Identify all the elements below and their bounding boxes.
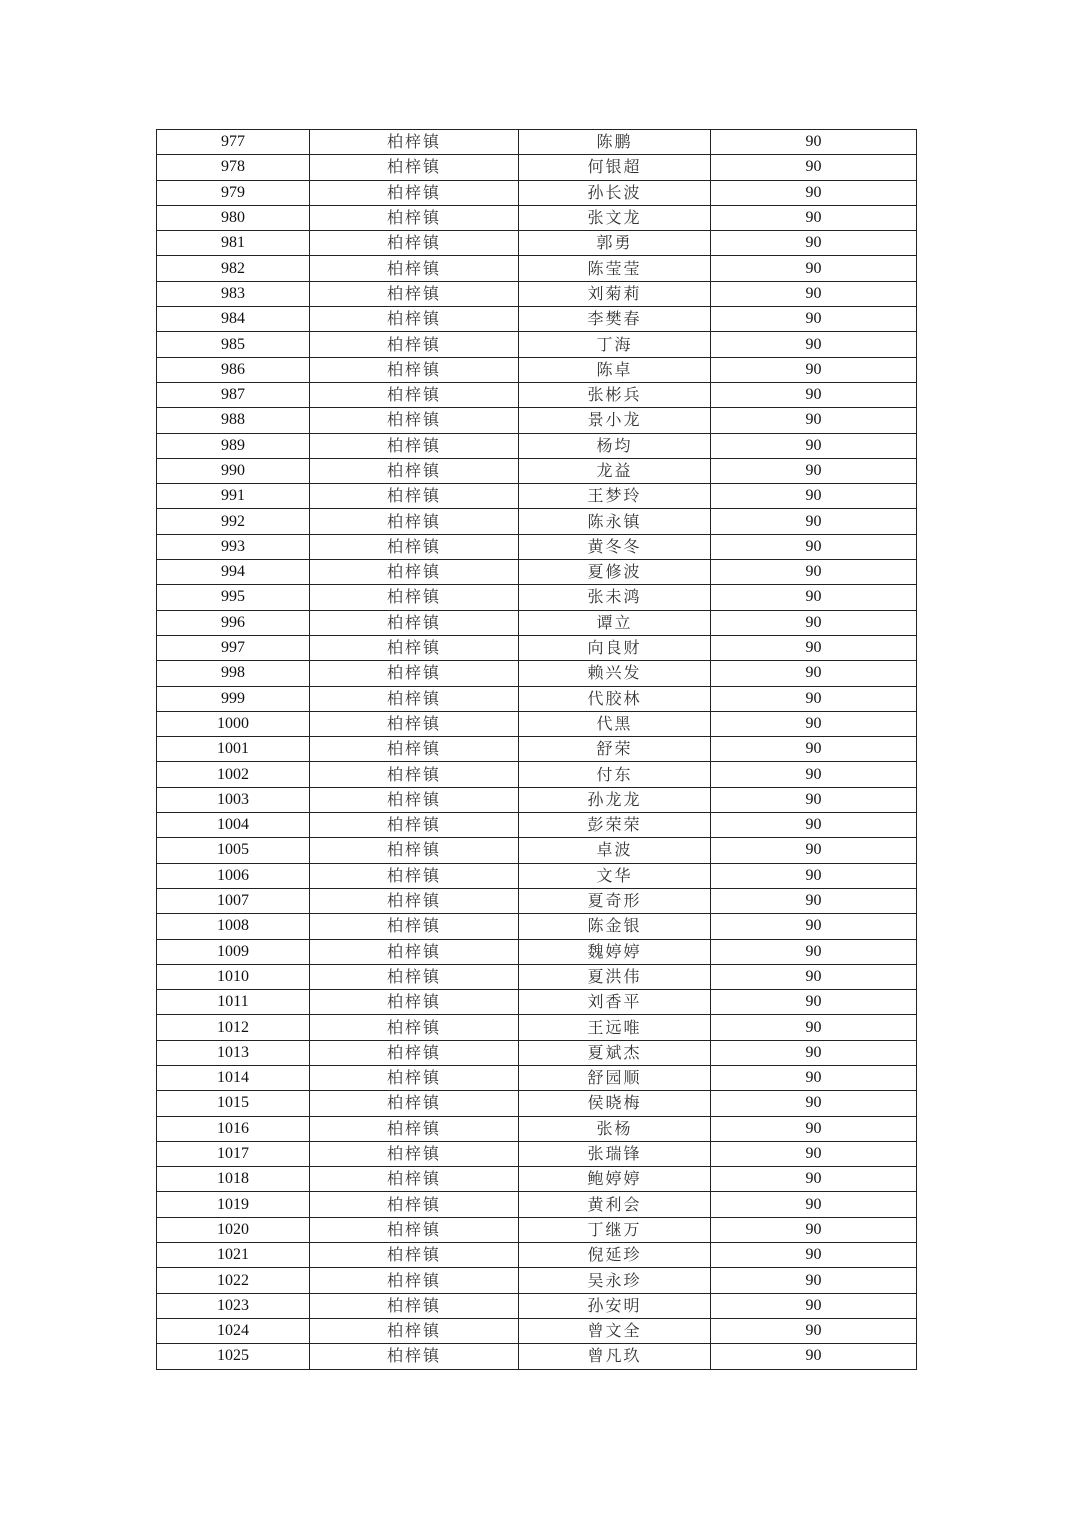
town-cell: 柏梓镇 xyxy=(310,964,519,989)
score-cell: 90 xyxy=(711,1015,917,1040)
town-cell: 柏梓镇 xyxy=(310,888,519,913)
person-name-cell: 向良财 xyxy=(519,635,711,660)
person-name-cell: 陈莹莹 xyxy=(519,256,711,281)
person-name-cell: 魏婷婷 xyxy=(519,939,711,964)
score-cell: 90 xyxy=(711,1293,917,1318)
town-cell: 柏梓镇 xyxy=(310,433,519,458)
table-row xyxy=(157,1015,917,1040)
table-row xyxy=(157,509,917,534)
row-number-cell: 990 xyxy=(157,458,310,483)
person-name-cell: 吴永珍 xyxy=(519,1268,711,1293)
row-number-cell: 1007 xyxy=(157,888,310,913)
person-name-cell: 杨均 xyxy=(519,433,711,458)
town-cell: 柏梓镇 xyxy=(310,863,519,888)
row-number-cell: 1003 xyxy=(157,787,310,812)
row-number-cell: 1005 xyxy=(157,838,310,863)
table-row xyxy=(157,939,917,964)
table-row xyxy=(157,1040,917,1065)
person-name-cell: 张瑞锋 xyxy=(519,1141,711,1166)
row-number-cell: 984 xyxy=(157,307,310,332)
table-row xyxy=(157,1243,917,1268)
town-cell: 柏梓镇 xyxy=(310,914,519,939)
town-cell: 柏梓镇 xyxy=(310,838,519,863)
person-name-cell: 龙益 xyxy=(519,458,711,483)
town-cell: 柏梓镇 xyxy=(310,1217,519,1242)
person-name-cell: 黄利会 xyxy=(519,1192,711,1217)
town-cell: 柏梓镇 xyxy=(310,686,519,711)
row-number-cell: 994 xyxy=(157,560,310,585)
row-number-cell: 992 xyxy=(157,509,310,534)
person-name-cell: 鲍婷婷 xyxy=(519,1167,711,1192)
table-row xyxy=(157,307,917,332)
town-cell: 柏梓镇 xyxy=(310,1318,519,1343)
row-number-cell: 1002 xyxy=(157,762,310,787)
table-row xyxy=(157,130,917,155)
row-number-cell: 989 xyxy=(157,433,310,458)
score-cell: 90 xyxy=(711,787,917,812)
row-number-cell: 988 xyxy=(157,408,310,433)
score-cell: 90 xyxy=(711,1192,917,1217)
person-name-cell: 孙安明 xyxy=(519,1293,711,1318)
row-number-cell: 986 xyxy=(157,357,310,382)
row-number-cell: 995 xyxy=(157,585,310,610)
town-cell: 柏梓镇 xyxy=(310,155,519,180)
person-name-cell: 张彬兵 xyxy=(519,382,711,407)
town-cell: 柏梓镇 xyxy=(310,1065,519,1090)
town-cell: 柏梓镇 xyxy=(310,1040,519,1065)
score-cell: 90 xyxy=(711,357,917,382)
person-name-cell: 孙龙龙 xyxy=(519,787,711,812)
person-name-cell: 张未鸿 xyxy=(519,585,711,610)
town-cell: 柏梓镇 xyxy=(310,787,519,812)
person-name-cell: 李樊春 xyxy=(519,307,711,332)
table-row xyxy=(157,1268,917,1293)
table-row xyxy=(157,838,917,863)
town-cell: 柏梓镇 xyxy=(310,357,519,382)
person-name-cell: 卓波 xyxy=(519,838,711,863)
row-number-cell: 978 xyxy=(157,155,310,180)
person-name-cell: 舒荣 xyxy=(519,737,711,762)
score-cell: 90 xyxy=(711,408,917,433)
town-cell: 柏梓镇 xyxy=(310,737,519,762)
person-name-cell: 代胶林 xyxy=(519,686,711,711)
row-number-cell: 1001 xyxy=(157,737,310,762)
town-cell: 柏梓镇 xyxy=(310,458,519,483)
town-cell: 柏梓镇 xyxy=(310,1293,519,1318)
town-cell: 柏梓镇 xyxy=(310,560,519,585)
table-row xyxy=(157,1344,917,1369)
town-cell: 柏梓镇 xyxy=(310,635,519,660)
town-cell: 柏梓镇 xyxy=(310,231,519,256)
town-cell: 柏梓镇 xyxy=(310,1116,519,1141)
town-cell: 柏梓镇 xyxy=(310,610,519,635)
town-cell: 柏梓镇 xyxy=(310,711,519,736)
score-cell: 90 xyxy=(711,1091,917,1116)
score-cell: 90 xyxy=(711,635,917,660)
score-cell: 90 xyxy=(711,180,917,205)
person-name-cell: 曾文全 xyxy=(519,1318,711,1343)
score-cell: 90 xyxy=(711,509,917,534)
score-cell: 90 xyxy=(711,256,917,281)
person-name-cell: 倪延珍 xyxy=(519,1243,711,1268)
town-cell: 柏梓镇 xyxy=(310,130,519,155)
town-cell: 柏梓镇 xyxy=(310,509,519,534)
row-number-cell: 1000 xyxy=(157,711,310,736)
row-number-cell: 1013 xyxy=(157,1040,310,1065)
table-row xyxy=(157,155,917,180)
table-row xyxy=(157,231,917,256)
roster-table-body xyxy=(157,130,917,1370)
person-name-cell: 侯晓梅 xyxy=(519,1091,711,1116)
table-row xyxy=(157,1065,917,1090)
row-number-cell: 981 xyxy=(157,231,310,256)
table-row xyxy=(157,1293,917,1318)
table-row xyxy=(157,281,917,306)
score-cell: 90 xyxy=(711,130,917,155)
table-row xyxy=(157,888,917,913)
town-cell: 柏梓镇 xyxy=(310,990,519,1015)
town-cell: 柏梓镇 xyxy=(310,1141,519,1166)
table-row xyxy=(157,711,917,736)
table-row xyxy=(157,484,917,509)
person-name-cell: 刘菊莉 xyxy=(519,281,711,306)
score-cell: 90 xyxy=(711,888,917,913)
score-cell: 90 xyxy=(711,484,917,509)
table-row xyxy=(157,813,917,838)
person-name-cell: 王梦玲 xyxy=(519,484,711,509)
score-cell: 90 xyxy=(711,990,917,1015)
table-row xyxy=(157,635,917,660)
score-cell: 90 xyxy=(711,1040,917,1065)
table-row xyxy=(157,610,917,635)
score-cell: 90 xyxy=(711,661,917,686)
score-cell: 90 xyxy=(711,737,917,762)
town-cell: 柏梓镇 xyxy=(310,1344,519,1369)
person-name-cell: 王远唯 xyxy=(519,1015,711,1040)
score-cell: 90 xyxy=(711,585,917,610)
row-number-cell: 987 xyxy=(157,382,310,407)
town-cell: 柏梓镇 xyxy=(310,1243,519,1268)
table-row xyxy=(157,180,917,205)
table-row xyxy=(157,914,917,939)
score-cell: 90 xyxy=(711,560,917,585)
row-number-cell: 979 xyxy=(157,180,310,205)
table-row xyxy=(157,1167,917,1192)
table-row xyxy=(157,256,917,281)
row-number-cell: 1014 xyxy=(157,1065,310,1090)
table-row xyxy=(157,1116,917,1141)
person-name-cell: 夏洪伟 xyxy=(519,964,711,989)
table-row xyxy=(157,357,917,382)
person-name-cell: 孙长波 xyxy=(519,180,711,205)
person-name-cell: 张文龙 xyxy=(519,205,711,230)
table-row xyxy=(157,382,917,407)
table-row xyxy=(157,332,917,357)
table-row xyxy=(157,1192,917,1217)
person-name-cell: 彭荣荣 xyxy=(519,813,711,838)
table-row xyxy=(157,863,917,888)
person-name-cell: 夏修波 xyxy=(519,560,711,585)
score-cell: 90 xyxy=(711,1141,917,1166)
score-cell: 90 xyxy=(711,1167,917,1192)
row-number-cell: 1004 xyxy=(157,813,310,838)
score-cell: 90 xyxy=(711,155,917,180)
person-name-cell: 郭勇 xyxy=(519,231,711,256)
row-number-cell: 1010 xyxy=(157,964,310,989)
score-cell: 90 xyxy=(711,964,917,989)
score-cell: 90 xyxy=(711,382,917,407)
score-cell: 90 xyxy=(711,762,917,787)
row-number-cell: 977 xyxy=(157,130,310,155)
row-number-cell: 1019 xyxy=(157,1192,310,1217)
person-name-cell: 谭立 xyxy=(519,610,711,635)
table-row xyxy=(157,585,917,610)
score-cell: 90 xyxy=(711,205,917,230)
person-name-cell: 景小龙 xyxy=(519,408,711,433)
row-number-cell: 980 xyxy=(157,205,310,230)
score-cell: 90 xyxy=(711,332,917,357)
person-name-cell: 代黑 xyxy=(519,711,711,736)
score-cell: 90 xyxy=(711,1344,917,1369)
person-name-cell: 赖兴发 xyxy=(519,661,711,686)
score-cell: 90 xyxy=(711,711,917,736)
town-cell: 柏梓镇 xyxy=(310,813,519,838)
person-name-cell: 陈金银 xyxy=(519,914,711,939)
score-cell: 90 xyxy=(711,458,917,483)
table-row xyxy=(157,661,917,686)
row-number-cell: 1006 xyxy=(157,863,310,888)
score-cell: 90 xyxy=(711,433,917,458)
score-cell: 90 xyxy=(711,914,917,939)
town-cell: 柏梓镇 xyxy=(310,661,519,686)
town-cell: 柏梓镇 xyxy=(310,180,519,205)
score-cell: 90 xyxy=(711,610,917,635)
table-row xyxy=(157,990,917,1015)
person-name-cell: 舒园顺 xyxy=(519,1065,711,1090)
person-name-cell: 丁海 xyxy=(519,332,711,357)
town-cell: 柏梓镇 xyxy=(310,205,519,230)
town-cell: 柏梓镇 xyxy=(310,256,519,281)
table-row xyxy=(157,534,917,559)
person-name-cell: 丁继万 xyxy=(519,1217,711,1242)
row-number-cell: 998 xyxy=(157,661,310,686)
row-number-cell: 983 xyxy=(157,281,310,306)
person-name-cell: 陈永镇 xyxy=(519,509,711,534)
score-cell: 90 xyxy=(711,1217,917,1242)
score-cell: 90 xyxy=(711,534,917,559)
row-number-cell: 993 xyxy=(157,534,310,559)
score-cell: 90 xyxy=(711,838,917,863)
person-name-cell: 刘香平 xyxy=(519,990,711,1015)
person-name-cell: 夏斌杰 xyxy=(519,1040,711,1065)
town-cell: 柏梓镇 xyxy=(310,382,519,407)
score-cell: 90 xyxy=(711,1318,917,1343)
score-cell: 90 xyxy=(711,813,917,838)
table-row xyxy=(157,1217,917,1242)
table-row xyxy=(157,560,917,585)
person-name-cell: 曾凡玖 xyxy=(519,1344,711,1369)
person-name-cell: 黄冬冬 xyxy=(519,534,711,559)
table-row xyxy=(157,408,917,433)
row-number-cell: 997 xyxy=(157,635,310,660)
town-cell: 柏梓镇 xyxy=(310,939,519,964)
town-cell: 柏梓镇 xyxy=(310,307,519,332)
town-cell: 柏梓镇 xyxy=(310,1192,519,1217)
town-cell: 柏梓镇 xyxy=(310,1268,519,1293)
row-number-cell: 1016 xyxy=(157,1116,310,1141)
table-row xyxy=(157,964,917,989)
table-row xyxy=(157,1141,917,1166)
person-name-cell: 文华 xyxy=(519,863,711,888)
score-cell: 90 xyxy=(711,1116,917,1141)
town-cell: 柏梓镇 xyxy=(310,585,519,610)
table-row xyxy=(157,1091,917,1116)
score-cell: 90 xyxy=(711,1243,917,1268)
row-number-cell: 985 xyxy=(157,332,310,357)
person-name-cell: 付东 xyxy=(519,762,711,787)
table-row xyxy=(157,787,917,812)
score-cell: 90 xyxy=(711,863,917,888)
person-name-cell: 陈卓 xyxy=(519,357,711,382)
table-row xyxy=(157,433,917,458)
row-number-cell: 1018 xyxy=(157,1167,310,1192)
town-cell: 柏梓镇 xyxy=(310,484,519,509)
score-cell: 90 xyxy=(711,1268,917,1293)
roster-table xyxy=(156,129,917,1370)
town-cell: 柏梓镇 xyxy=(310,332,519,357)
row-number-cell: 999 xyxy=(157,686,310,711)
row-number-cell: 1024 xyxy=(157,1318,310,1343)
score-cell: 90 xyxy=(711,939,917,964)
town-cell: 柏梓镇 xyxy=(310,534,519,559)
town-cell: 柏梓镇 xyxy=(310,1167,519,1192)
row-number-cell: 1020 xyxy=(157,1217,310,1242)
score-cell: 90 xyxy=(711,307,917,332)
person-name-cell: 张杨 xyxy=(519,1116,711,1141)
town-cell: 柏梓镇 xyxy=(310,762,519,787)
table-row xyxy=(157,205,917,230)
row-number-cell: 1011 xyxy=(157,990,310,1015)
table-row xyxy=(157,458,917,483)
town-cell: 柏梓镇 xyxy=(310,1015,519,1040)
row-number-cell: 1025 xyxy=(157,1344,310,1369)
row-number-cell: 1022 xyxy=(157,1268,310,1293)
score-cell: 90 xyxy=(711,231,917,256)
town-cell: 柏梓镇 xyxy=(310,281,519,306)
row-number-cell: 1021 xyxy=(157,1243,310,1268)
town-cell: 柏梓镇 xyxy=(310,1091,519,1116)
table-row xyxy=(157,762,917,787)
person-name-cell: 何银超 xyxy=(519,155,711,180)
row-number-cell: 1017 xyxy=(157,1141,310,1166)
score-cell: 90 xyxy=(711,281,917,306)
score-cell: 90 xyxy=(711,1065,917,1090)
row-number-cell: 1023 xyxy=(157,1293,310,1318)
row-number-cell: 996 xyxy=(157,610,310,635)
row-number-cell: 991 xyxy=(157,484,310,509)
row-number-cell: 1008 xyxy=(157,914,310,939)
score-cell: 90 xyxy=(711,686,917,711)
town-cell: 柏梓镇 xyxy=(310,408,519,433)
row-number-cell: 982 xyxy=(157,256,310,281)
person-name-cell: 陈鹏 xyxy=(519,130,711,155)
person-name-cell: 夏奇形 xyxy=(519,888,711,913)
row-number-cell: 1009 xyxy=(157,939,310,964)
row-number-cell: 1012 xyxy=(157,1015,310,1040)
table-row xyxy=(157,737,917,762)
table-row xyxy=(157,686,917,711)
row-number-cell: 1015 xyxy=(157,1091,310,1116)
table-row xyxy=(157,1318,917,1343)
